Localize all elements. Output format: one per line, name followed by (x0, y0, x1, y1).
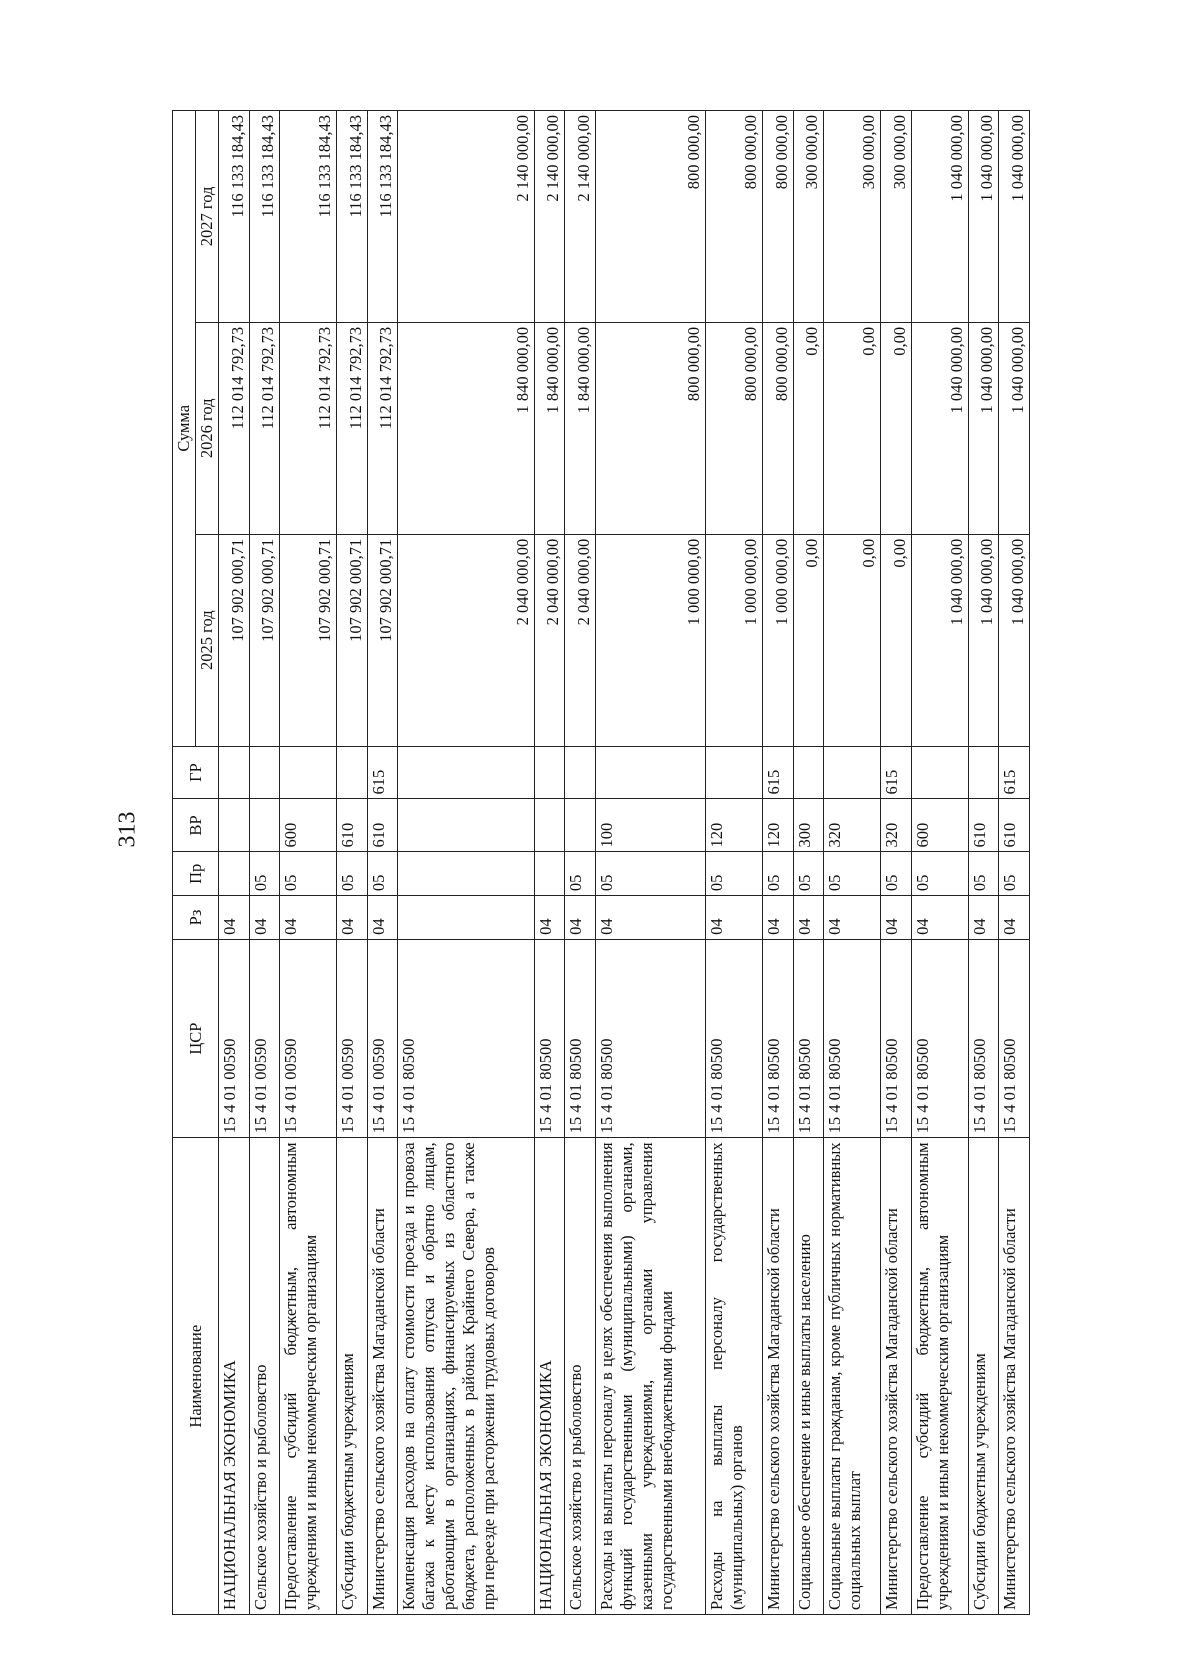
cell-name: Сельское хозяйство и рыболовство (249, 1138, 280, 1615)
cell-vr: 610 (367, 799, 398, 852)
cell-csr: 15 4 01 80500 (968, 939, 999, 1138)
cell-y2027: 300 000,00 (824, 111, 881, 323)
cell-y2025: 1 000 000,00 (706, 534, 763, 746)
table-row (881, 111, 912, 1615)
cell-rz: 04 (881, 896, 912, 940)
cell-vr: 120 (763, 799, 794, 852)
table-row (249, 111, 280, 1615)
cell-vr: 610 (337, 799, 368, 852)
cell-csr: 15 4 01 80500 (881, 939, 912, 1138)
cell-rz: 04 (763, 896, 794, 940)
cell-y2027: 300 000,00 (881, 111, 912, 323)
cell-name: Компенсация расходов на оплату стоимости проезда и провоза багажа к месту использования отпуска и обратно лицам, работающим в организациях, финансируемых из областного бюджета, расположенных в районах Крайнего Севера, а также при переезде при расторжении трудовых договоров (398, 1138, 535, 1615)
cell-vr: 600 (280, 799, 337, 852)
cell-y2027: 300 000,00 (793, 111, 824, 323)
cell-rz: 04 (793, 896, 824, 940)
cell-pr (534, 852, 565, 896)
table-row (534, 111, 565, 1615)
cell-y2027: 116 133 184,43 (367, 111, 398, 323)
cell-y2026: 112 014 792,73 (337, 322, 368, 534)
cell-y2027: 116 133 184,43 (280, 111, 337, 323)
cell-csr: 15 4 01 80500 (595, 939, 705, 1138)
cell-y2025: 107 902 000,71 (249, 534, 280, 746)
cell-gr (911, 746, 968, 799)
page-number: 313 (114, 811, 141, 848)
cell-y2026: 1 040 000,00 (911, 322, 968, 534)
cell-y2025: 1 040 000,00 (911, 534, 968, 746)
cell-rz: 04 (565, 896, 596, 940)
cell-y2027: 1 040 000,00 (999, 111, 1030, 323)
cell-csr: 15 4 01 80500 (534, 939, 565, 1138)
cell-rz: 04 (706, 896, 763, 940)
table-row (565, 111, 596, 1615)
header-gr: ГР (173, 746, 219, 799)
cell-csr: 15 4 01 80500 (706, 939, 763, 1138)
cell-y2025: 0,00 (824, 534, 881, 746)
header-year-2026: 2026 год (196, 322, 219, 534)
cell-name: Субсидии бюджетным учреждениям (337, 1138, 368, 1615)
cell-gr (706, 746, 763, 799)
cell-name: Сельское хозяйство и рыболовство (565, 1138, 596, 1615)
cell-gr (337, 746, 368, 799)
cell-pr: 05 (793, 852, 824, 896)
cell-rz: 04 (595, 896, 705, 940)
cell-vr (534, 799, 565, 852)
cell-vr (565, 799, 596, 852)
cell-pr: 05 (595, 852, 705, 896)
cell-name: НАЦИОНАЛЬНАЯ ЭКОНОМИКА (534, 1138, 565, 1615)
cell-pr (398, 852, 535, 896)
table-row (793, 111, 824, 1615)
cell-rz: 04 (911, 896, 968, 940)
cell-rz: 04 (367, 896, 398, 940)
cell-y2026: 0,00 (793, 322, 824, 534)
cell-gr (595, 746, 705, 799)
cell-y2026: 0,00 (824, 322, 881, 534)
cell-gr (793, 746, 824, 799)
budget-table (172, 110, 1030, 1615)
cell-vr: 610 (999, 799, 1030, 852)
cell-y2025: 0,00 (793, 534, 824, 746)
cell-name: Социальное обеспечение и иные выплаты населению (793, 1138, 824, 1615)
cell-pr: 05 (763, 852, 794, 896)
cell-name: Министерство сельского хозяйства Магаданской области (763, 1138, 794, 1615)
cell-y2026: 800 000,00 (595, 322, 705, 534)
table-row (398, 111, 535, 1615)
cell-csr: 15 4 01 00590 (337, 939, 368, 1138)
cell-y2027: 2 140 000,00 (565, 111, 596, 323)
cell-y2026: 1 040 000,00 (999, 322, 1030, 534)
table-body (219, 111, 1030, 1615)
cell-y2025: 1 040 000,00 (999, 534, 1030, 746)
header-pr: Пр (173, 852, 219, 896)
cell-rz: 04 (280, 896, 337, 940)
cell-name: Министерство сельского хозяйства Магаданской области (367, 1138, 398, 1615)
cell-y2026: 1 840 000,00 (565, 322, 596, 534)
header-sum: Сумма (173, 111, 196, 747)
cell-name: Расходы на выплаты персоналу государственных (муниципальных) органов (706, 1138, 763, 1615)
cell-y2025: 2 040 000,00 (398, 534, 535, 746)
cell-y2025: 1 040 000,00 (968, 534, 999, 746)
cell-rz (398, 896, 535, 940)
cell-csr: 15 4 01 80500 (911, 939, 968, 1138)
cell-y2025: 107 902 000,71 (337, 534, 368, 746)
cell-vr: 100 (595, 799, 705, 852)
cell-y2026: 112 014 792,73 (367, 322, 398, 534)
cell-y2027: 116 133 184,43 (249, 111, 280, 323)
cell-rz: 04 (968, 896, 999, 940)
cell-gr (398, 746, 535, 799)
cell-csr: 15 4 01 80500 (793, 939, 824, 1138)
cell-y2026: 1 840 000,00 (398, 322, 535, 534)
cell-name: Предоставление субсидий бюджетным, автономным учреждениям и иным некоммерческим организациям (280, 1138, 337, 1615)
cell-pr: 05 (280, 852, 337, 896)
cell-gr: 615 (763, 746, 794, 799)
table-row (706, 111, 763, 1615)
table-row (763, 111, 794, 1615)
cell-pr: 05 (911, 852, 968, 896)
cell-vr (249, 799, 280, 852)
table-row (911, 111, 968, 1615)
table-row (968, 111, 999, 1615)
cell-gr (219, 746, 250, 799)
table-row (595, 111, 705, 1615)
cell-vr: 300 (793, 799, 824, 852)
cell-csr: 15 4 01 00590 (280, 939, 337, 1138)
table-row (219, 111, 250, 1615)
cell-pr: 05 (337, 852, 368, 896)
cell-csr: 15 4 01 80500 (398, 939, 535, 1138)
cell-y2027: 800 000,00 (595, 111, 705, 323)
header-row-1 (173, 111, 196, 1615)
cell-y2025: 0,00 (881, 534, 912, 746)
cell-rz: 04 (249, 896, 280, 940)
header-year-2025: 2025 год (196, 534, 219, 746)
cell-y2026: 112 014 792,73 (249, 322, 280, 534)
cell-y2027: 116 133 184,43 (337, 111, 368, 323)
cell-gr: 615 (881, 746, 912, 799)
cell-rz: 04 (534, 896, 565, 940)
header-rz: Рз (173, 896, 219, 940)
cell-name: Министерство сельского хозяйства Магаданской области (881, 1138, 912, 1615)
cell-y2025: 107 902 000,71 (280, 534, 337, 746)
cell-name: Расходы на выплаты персоналу в целях обеспечения выполнения функций государственными (муниципальными) органами, казенными учреждениями, органами управления государственными внебюджетными фондами (595, 1138, 705, 1615)
cell-y2026: 112 014 792,73 (280, 322, 337, 534)
cell-pr: 05 (249, 852, 280, 896)
cell-vr (219, 799, 250, 852)
cell-pr: 05 (824, 852, 881, 896)
cell-y2026: 800 000,00 (706, 322, 763, 534)
cell-y2026: 800 000,00 (763, 322, 794, 534)
cell-y2027: 2 140 000,00 (534, 111, 565, 323)
cell-csr: 15 4 01 80500 (824, 939, 881, 1138)
cell-csr: 15 4 01 00590 (249, 939, 280, 1138)
table-row (337, 111, 368, 1615)
cell-y2027: 800 000,00 (763, 111, 794, 323)
cell-gr (824, 746, 881, 799)
cell-pr: 05 (706, 852, 763, 896)
header-vr: ВР (173, 799, 219, 852)
cell-name: НАЦИОНАЛЬНАЯ ЭКОНОМИКА (219, 1138, 250, 1615)
cell-y2025: 2 040 000,00 (534, 534, 565, 746)
cell-rz: 04 (824, 896, 881, 940)
table-row (824, 111, 881, 1615)
table-row (999, 111, 1030, 1615)
table-row (280, 111, 337, 1615)
cell-pr: 05 (968, 852, 999, 896)
cell-name: Предоставление субсидий бюджетным, автономным учреждениям и иным некоммерческим организациям (911, 1138, 968, 1615)
cell-pr: 05 (999, 852, 1030, 896)
cell-vr: 320 (881, 799, 912, 852)
cell-gr (280, 746, 337, 799)
cell-gr (534, 746, 565, 799)
cell-y2025: 1 000 000,00 (595, 534, 705, 746)
cell-pr: 05 (881, 852, 912, 896)
cell-gr: 615 (367, 746, 398, 799)
cell-vr: 600 (911, 799, 968, 852)
table-row (367, 111, 398, 1615)
cell-csr: 15 4 01 80500 (999, 939, 1030, 1138)
cell-gr (249, 746, 280, 799)
cell-y2027: 1 040 000,00 (911, 111, 968, 323)
cell-vr: 320 (824, 799, 881, 852)
cell-y2026: 1 040 000,00 (968, 322, 999, 534)
cell-y2027: 116 133 184,43 (219, 111, 250, 323)
cell-pr: 05 (565, 852, 596, 896)
cell-vr (398, 799, 535, 852)
cell-y2027: 1 040 000,00 (968, 111, 999, 323)
cell-vr: 120 (706, 799, 763, 852)
cell-y2025: 2 040 000,00 (565, 534, 596, 746)
cell-y2026: 0,00 (881, 322, 912, 534)
cell-name: Социальные выплаты гражданам, кроме публичных нормативных социальных выплат (824, 1138, 881, 1615)
cell-csr: 15 4 01 80500 (565, 939, 596, 1138)
cell-y2025: 107 902 000,71 (219, 534, 250, 746)
cell-pr: 05 (367, 852, 398, 896)
cell-name: Субсидии бюджетным учреждениям (968, 1138, 999, 1615)
cell-rz: 04 (337, 896, 368, 940)
cell-y2027: 800 000,00 (706, 111, 763, 323)
cell-name: Министерство сельского хозяйства Магаданской области (999, 1138, 1030, 1615)
cell-gr: 615 (999, 746, 1030, 799)
header-name: Наименование (173, 1138, 219, 1615)
cell-pr (219, 852, 250, 896)
header-csr: ЦСР (173, 939, 219, 1138)
cell-rz: 04 (999, 896, 1030, 940)
header-year-2027: 2027 год (196, 111, 219, 323)
cell-rz: 04 (219, 896, 250, 940)
cell-y2025: 1 000 000,00 (763, 534, 794, 746)
cell-y2027: 2 140 000,00 (398, 111, 535, 323)
cell-y2026: 112 014 792,73 (219, 322, 250, 534)
cell-gr (565, 746, 596, 799)
cell-y2026: 1 840 000,00 (534, 322, 565, 534)
cell-csr: 15 4 01 00590 (367, 939, 398, 1138)
budget-table-container (172, 110, 1030, 1615)
cell-gr (968, 746, 999, 799)
cell-vr: 610 (968, 799, 999, 852)
cell-csr: 15 4 01 80500 (763, 939, 794, 1138)
cell-csr: 15 4 01 00590 (219, 939, 250, 1138)
cell-y2025: 107 902 000,71 (367, 534, 398, 746)
